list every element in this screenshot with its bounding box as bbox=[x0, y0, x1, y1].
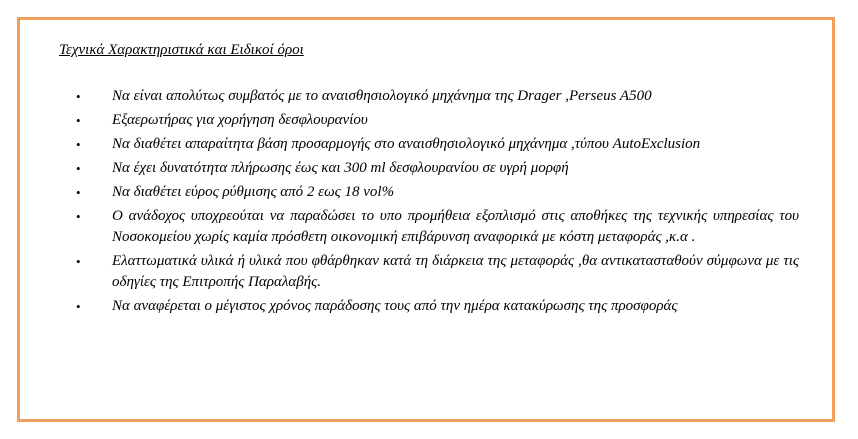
list-item bbox=[76, 296, 799, 317]
list-item bbox=[76, 251, 799, 293]
list-item-text: Ο ανάδοχος υποχρεούται να παραδώσει το υπο προμήθεια εξοπλισμό στις αποθήκες της τεχνικής υπηρεσίας του Νοσοκομείου χωρίς καμία πρόσθετη οικονομική επιβάρυνση αναφορικά με κόστη μεταφοράς ,κ.α . bbox=[112, 208, 799, 245]
bullet-icon: • bbox=[76, 254, 81, 269]
list-item-text: Να έχει δυνατότητα πλήρωσης έως και 300 ml δεσφλουρανίου σε υγρή μορφή bbox=[112, 160, 569, 176]
list-item bbox=[76, 182, 799, 203]
list-item bbox=[76, 134, 799, 155]
bullet-icon: • bbox=[76, 89, 81, 104]
requirements-list bbox=[76, 86, 799, 320]
bullet-icon: • bbox=[76, 185, 81, 200]
bullet-icon: • bbox=[76, 209, 81, 224]
list-item-text: Να αναφέρεται ο μέγιστος χρόνος παράδοσης τους από την ημέρα κατακύρωσης της προσφοράς bbox=[112, 298, 678, 314]
list-item-text: Να διαθέτει απαραίτητα βάση προσαρμογής στο αναισθησιολογικό μηχάνημα ,τύπου AutoExclusion bbox=[112, 136, 701, 152]
list-item bbox=[76, 158, 799, 179]
section-heading: Τεχνικά Χαρακτηριστικά και Ειδικοί όροι bbox=[59, 42, 304, 58]
bullet-icon: • bbox=[76, 161, 81, 176]
list-item-text: Να διαθέτει εύρος ρύθμισης από 2 εως 18 vol% bbox=[112, 184, 395, 200]
document-frame bbox=[17, 17, 835, 422]
list-item-text: Εξαερωτήρας για χορήγηση δεσφλουρανίου bbox=[112, 112, 368, 128]
bullet-icon: • bbox=[76, 113, 81, 128]
list-item-text: Ελαττωματικά υλικά ή υλικά που φθάρθηκαν κατά τη διάρκεια της μεταφοράς ,θα αντικατασταθούν σύμφωνα με τις οδηγίες της Επιτροπής Παραλαβής. bbox=[112, 253, 799, 290]
bullet-icon: • bbox=[76, 299, 81, 314]
list-item-text: Να είναι απολύτως συμβατός με το αναισθησιολογικό μηχάνημα της Drager ,Perseus A500 bbox=[112, 88, 652, 104]
list-item bbox=[76, 206, 799, 248]
list-item bbox=[76, 86, 799, 107]
bullet-icon: • bbox=[76, 137, 81, 152]
list-item bbox=[76, 110, 799, 131]
